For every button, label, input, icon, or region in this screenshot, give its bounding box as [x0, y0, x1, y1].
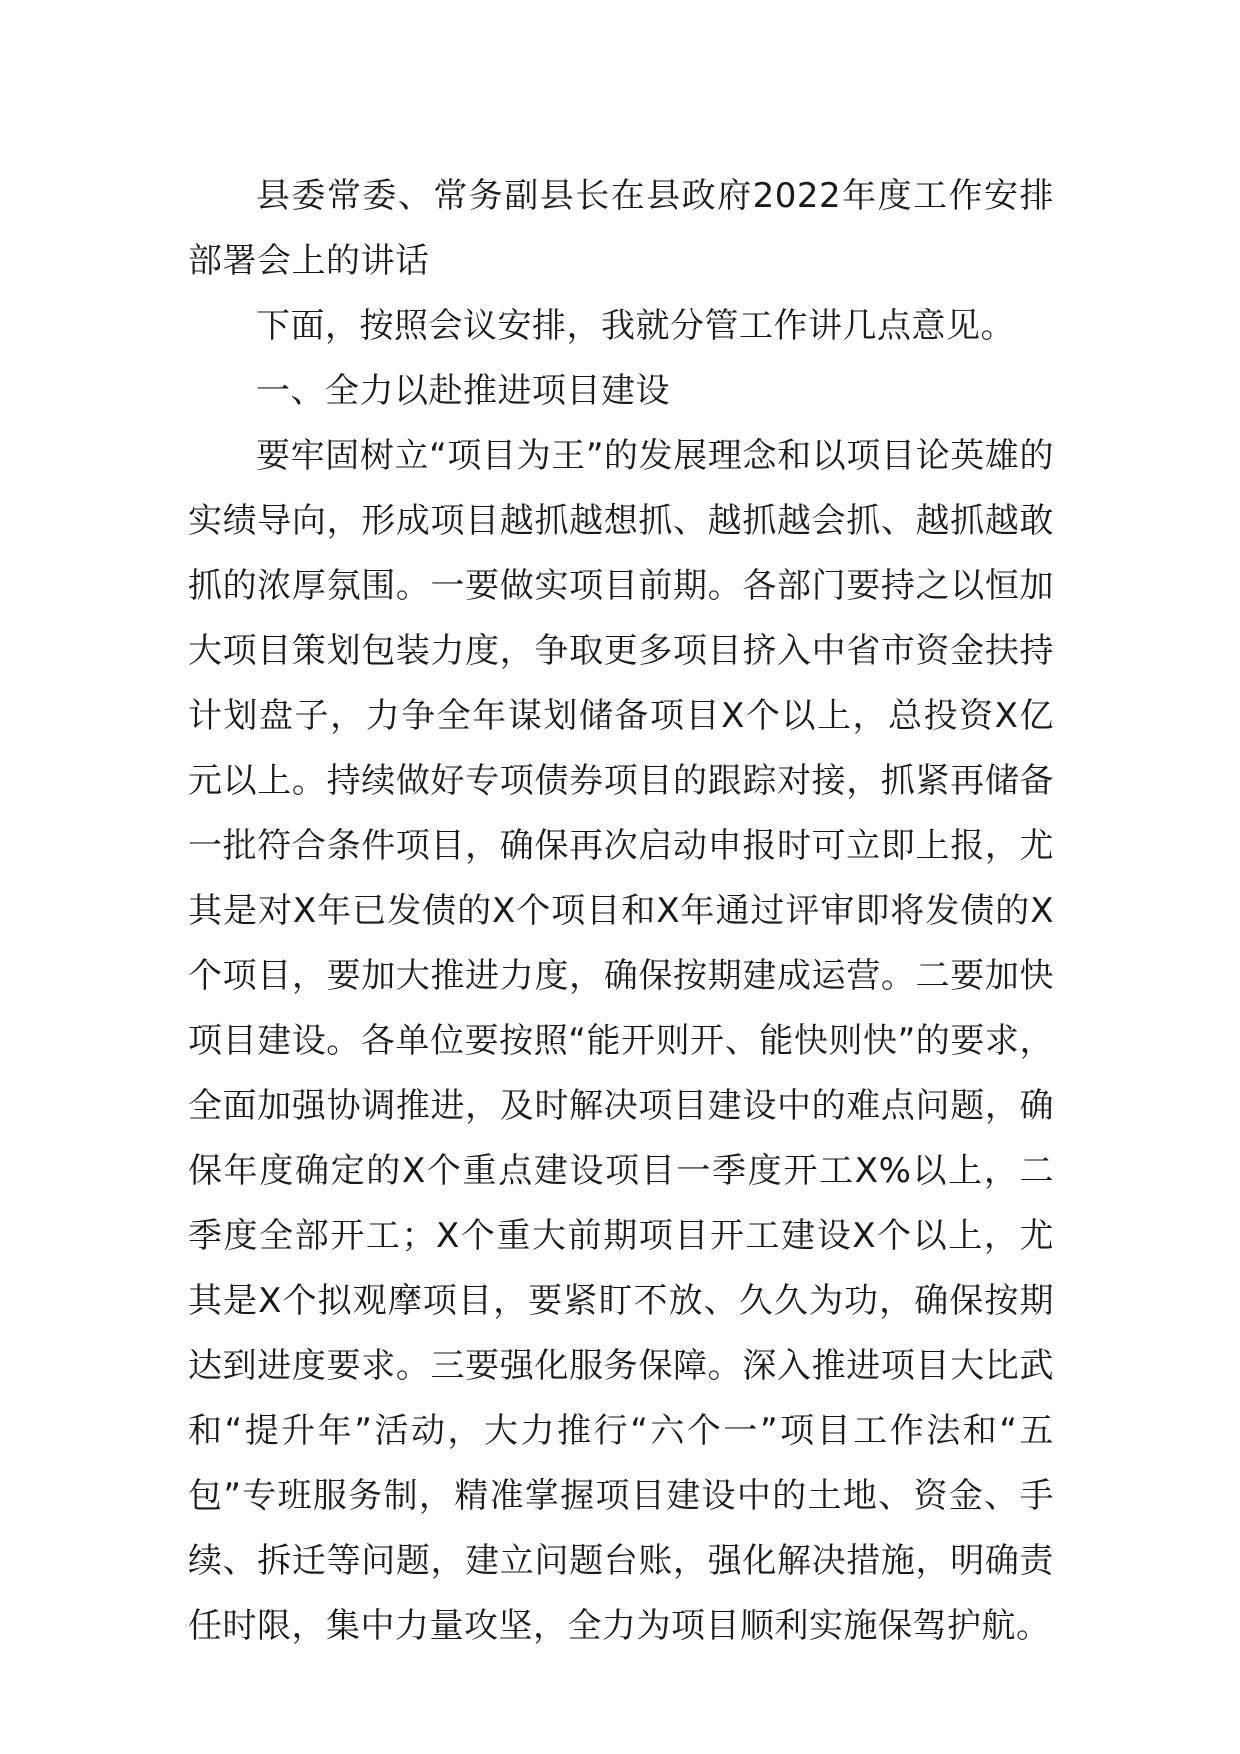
- document-title: 县委常委、常务副县长在县政府2022年度工作安排部署会上的讲话: [188, 176, 1054, 281]
- body-paragraph: 要牢固树立“项目为王”的发展理念和以项目论英雄的实绩导向，形成项目越抓越想抓、越抓越会抓、越抓越敢抓的浓厚氛围。一要做实项目前期。各部门要持之以恒加大项目策划包装力度，争取更多项目挤入中省市资金扶持计划盘子，力争全年谋划储备项目X个以上，总投资X亿元以上。持续做好专项债券项目的跟踪对接，抓紧再储备一批符合条件项目，确保再次启动申报时可立即上报，尤其是对X年已发债的X个项目和X年通过评审即将发债的X个项目，要加大推进力度，确保按期建成运营。二要加快项目建设。各单位要按照“能开则开、能快则快”的要求，全面加强协调推进，及时解决项目建设中的难点问题，确保年度确定的X个重点建设项目一季度开工X%以上，二季度全部开工；X个重大前期项目开工建设X个以上，尤其是X个拟观摩项目，要紧盯不放、久久为功，确保按期达到进度要求。三要强化服务保障。深入推进项目大比武和“提升年”活动，大力推行“六个一”项目工作法和“五包”专班服务制，精准掌握项目建设中的土地、资金、手续、拆迁等问题，建立问题台账，强化解决措施，明确责任时限，集中力量攻坚，全力为项目顺利实施保驾护航。: [188, 436, 1054, 1646]
- section-heading: 一、全力以赴推进项目建设: [256, 371, 670, 411]
- intro-paragraph: 下面，按照会议安排，我就分管工作讲几点意见。: [256, 306, 1015, 346]
- document-page: [188, 164, 1054, 1659]
